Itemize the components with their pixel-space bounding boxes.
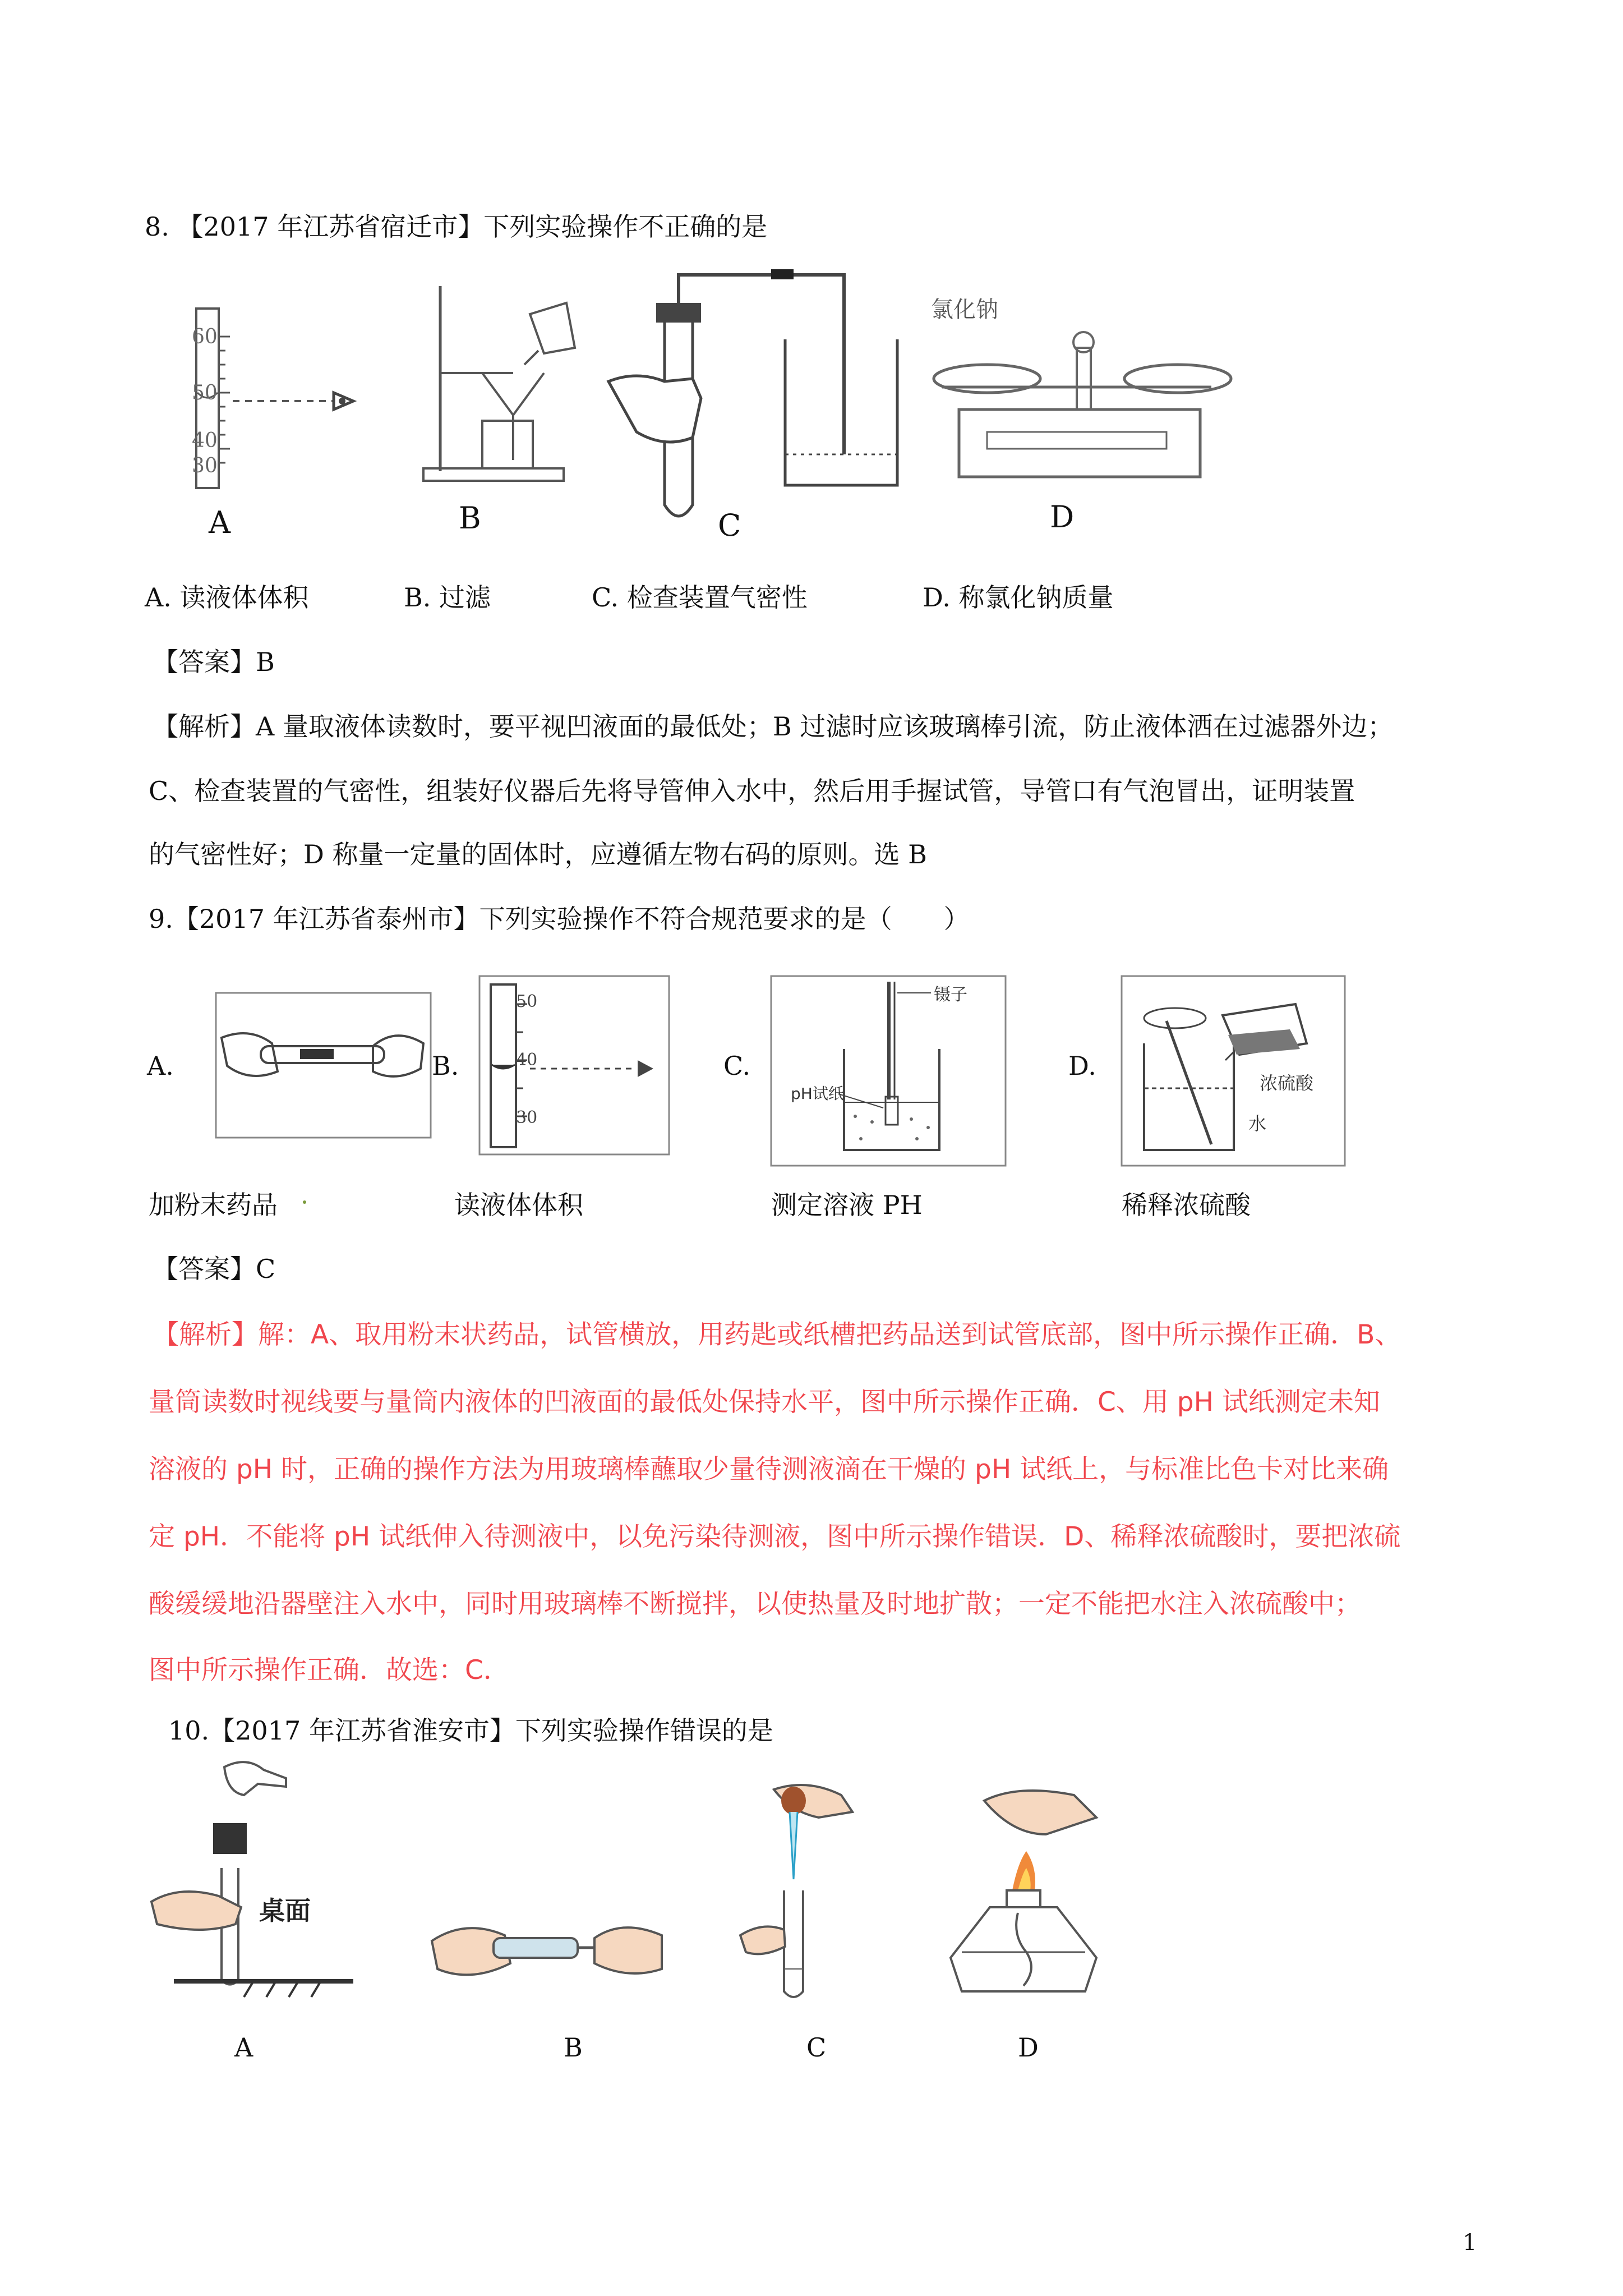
q9-analysis-line-2: 量筒读数时视线要与量筒内液体的凹液面的最低处保持水平，图中所示操作正确．C、用 pH 试纸测定未知	[149, 1387, 1380, 1418]
q9-caption-a: 加粉末药品	[149, 1190, 278, 1220]
q8-fig-label-d: D	[1050, 499, 1075, 535]
q8-option-c: C. 检查装置气密性	[592, 582, 808, 613]
q8-title: 8. 【2017 年江苏省宿迁市】下列实验操作不正确的是	[145, 211, 768, 242]
q9-analysis-line-3: 溶液的 pH 时，正确的操作方法为用玻璃棒蘸取少量待测液滴在干燥的 pH 试纸上，与标准比色卡对比来确	[149, 1454, 1389, 1485]
q9-analysis-line-1: 【解析】解：A、取用粉末状药品，试管横放，用药匙或纸槽把药品送到试管底部，图中所示操作正确．B、	[153, 1319, 1401, 1350]
q8-option-b: B. 过滤	[404, 582, 491, 613]
q8-analysis-line-1: 【解析】A 量取液体读数时，要平视凹液面的最低处；B 过滤时应该玻璃棒引流，防止液体洒在过滤器外边；	[153, 711, 1394, 742]
q10-letter-a: A	[234, 2032, 253, 2063]
q8-fig-b-filtration	[418, 280, 586, 494]
q9-answer: 【答案】C	[153, 1254, 276, 1284]
q9-analysis-line-4: 定 pH．不能将 pH 试纸伸入待测液中，以免污染待测液，图中所示操作错误．D、稀释浓硫酸时，要把浓硫	[149, 1521, 1401, 1552]
q9-analysis-line-6: 图中所示操作正确．故选：C．	[149, 1655, 510, 1686]
q8-mark-50: 50	[192, 381, 218, 404]
q8-analysis-line-2: C、检查装置的气密性，组装好仪器后先将导管伸入水中，然后用手握试管，导管口有气泡冒出，证明装置	[149, 776, 1355, 806]
q9b-mark-40: 40	[516, 1050, 538, 1070]
q9-analysis-line-5: 酸缓缓地沿器壁注入水中，同时用玻璃棒不断搅拌，以使热量及时地扩散；一定不能把水注入浓硫酸中；	[149, 1589, 1361, 1619]
q9-title: 9.【2017 年江苏省泰州市】下列实验操作不符合规范要求的是（ ）	[149, 904, 970, 934]
q9-letter-b: B.	[432, 1051, 459, 1081]
q8-fig-label-c: C	[718, 508, 741, 543]
q9d-water-label: 水	[1248, 1113, 1267, 1134]
q9b-mark-50: 50	[516, 992, 538, 1011]
q8-fig-d-balance	[920, 314, 1234, 494]
stray-dot	[303, 1200, 306, 1204]
q8-balance-label: 氯化钠	[931, 297, 998, 323]
q8-mark-40: 40	[192, 429, 218, 452]
q10-desk-label: 桌面	[259, 1895, 311, 1926]
q10-fig-b-connecting	[426, 1907, 667, 1991]
q9-caption-b: 读液体体积	[454, 1190, 583, 1220]
q9-letter-a: A.	[147, 1051, 174, 1081]
q8-option-a: A. 读液体体积	[145, 582, 309, 613]
q8-answer: 【答案】B	[153, 647, 275, 677]
q8-fig-c-airtightness	[603, 269, 895, 550]
q10-letter-c: C	[806, 2032, 827, 2063]
q10-fig-c-dropper	[740, 1778, 897, 2003]
q10-letter-b: B	[564, 2032, 583, 2063]
q10-title: 10.【2017 年江苏省淮安市】下列实验操作错误的是	[168, 1715, 773, 1746]
q8-fig-label-b: B	[459, 500, 481, 536]
q8-fig-label-a: A	[209, 505, 230, 540]
q9c-ph-paper-label: pH试纸	[791, 1084, 844, 1103]
q8-mark-60: 60	[192, 325, 218, 348]
q9-fig-a-powder	[216, 993, 432, 1139]
q8-analysis-line-3: 的气密性好；D 称量一定量的固体时，应遵循左物右码的原则。选 B	[149, 839, 927, 869]
q9-letter-d: D.	[1068, 1051, 1096, 1081]
q10-letter-d: D	[1018, 2032, 1039, 2063]
page-number: 1	[1463, 2230, 1477, 2256]
q10-fig-d-alcohol-lamp	[934, 1784, 1119, 2008]
q9-fig-c-ph-paper	[771, 976, 1007, 1167]
q9-caption-c: 测定溶液 PH	[771, 1190, 923, 1220]
q9-fig-b-cylinder	[479, 976, 670, 1156]
q9d-acid-label: 浓硫酸	[1260, 1073, 1314, 1094]
q10-fig-a-stopper	[151, 1756, 353, 1997]
q9-caption-d: 稀释浓硫酸	[1122, 1190, 1251, 1220]
q9b-mark-30: 30	[516, 1108, 538, 1128]
q8-mark-30: 30	[192, 454, 218, 477]
q9c-tweezers-label: 镊子	[934, 985, 967, 1005]
q9-letter-c: C.	[723, 1051, 751, 1081]
q8-option-d: D. 称氯化钠质量	[923, 582, 1114, 613]
